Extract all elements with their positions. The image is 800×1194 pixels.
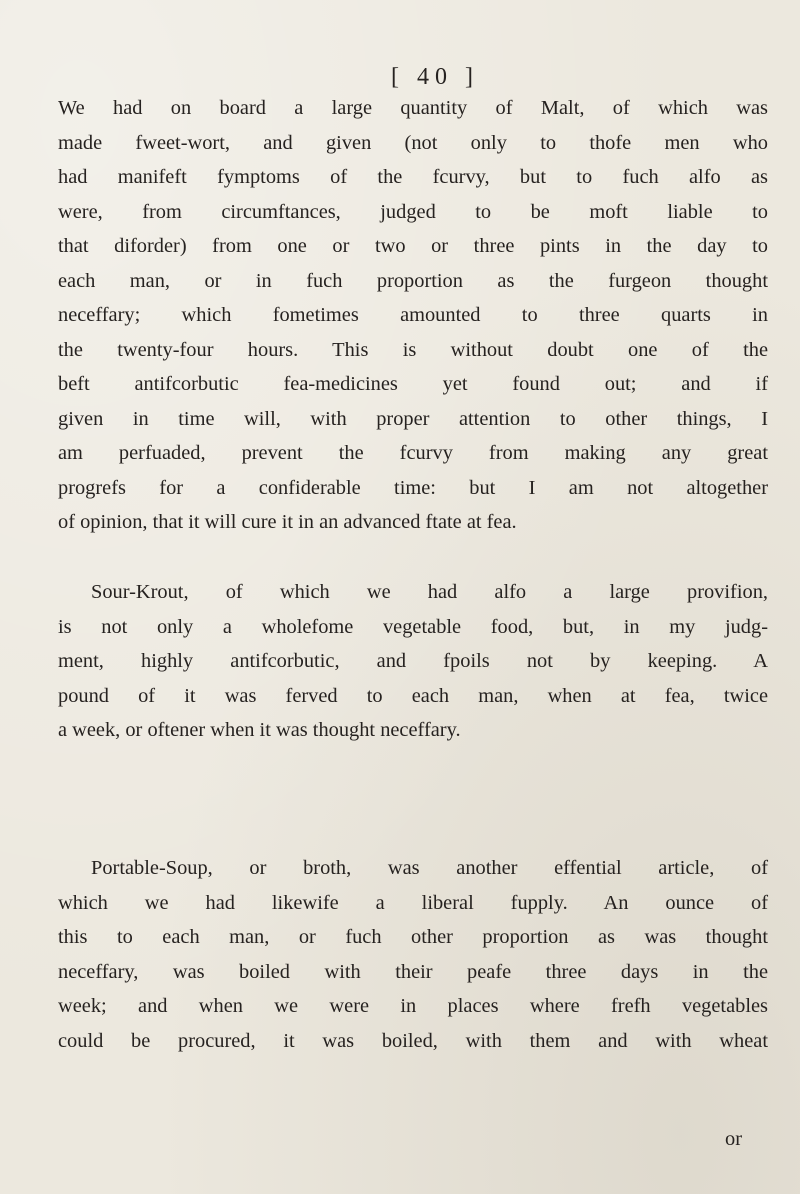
paragraph-sour-krout [58, 575, 768, 748]
text-line: Sour-Krout, of which we had alfo a large provifion, [91, 581, 768, 603]
text-line: week; and when we were in places where frefh vegetables [58, 995, 768, 1017]
catchword: or [725, 1128, 742, 1150]
text-line: Portable-Soup, or broth, was another effential article, of [91, 857, 768, 879]
text-line: this to each man, or fuch other proportion as was thought [58, 926, 768, 948]
text-line: were, from circumftances, judged to be moft liable to [58, 200, 768, 223]
page-number: [ 40 ] [391, 64, 479, 90]
text-line: progrefs for a confiderable time: but I am not altogether [58, 476, 768, 499]
text-line: beft antifcorbutic fea-medicines yet found out; and if [58, 373, 768, 395]
paragraph-malt [58, 91, 768, 540]
text-line: had manifeft fymptoms of the fcurvy, but to fuch alfo as [58, 166, 768, 188]
text-line: am perfuaded, prevent the fcurvy from making any great [58, 442, 768, 464]
text-line: given in time will, with proper attention to other things, I [58, 407, 768, 430]
text-line: pound of it was ferved to each man, when at fea, twice [58, 684, 768, 707]
text-line: is not only a wholefome vegetable food, but, in my judg- [58, 615, 768, 638]
text-line: ment, highly antifcorbutic, and fpoils not by keeping. A [58, 650, 768, 672]
text-line: which we had likewife a liberal fupply. An ounce of [58, 891, 768, 914]
text-line: could be procured, it was boiled, with them and with wheat [58, 1029, 768, 1052]
text-line: the twenty-four hours. This is without doubt one of the [58, 338, 768, 361]
text-line: each man, or in fuch proportion as the furgeon thought [58, 269, 768, 292]
text-line: neceffary, was boiled with their peafe three days in the [58, 960, 768, 983]
text-line: a week, or oftener when it was thought neceffary. [58, 719, 461, 741]
text-line: We had on board a large quantity of Malt, of which was [58, 97, 768, 119]
text-line: made fweet-wort, and given (not only to thofe men who [58, 131, 768, 154]
text-line: that diforder) from one or two or three pints in the day to [58, 235, 768, 257]
text-line: neceffary; which fometimes amounted to three quarts in [58, 304, 768, 326]
paragraph-portable-soup [58, 851, 768, 1058]
text-line: of opinion, that it will cure it in an advanced ftate at fea. [58, 511, 517, 533]
